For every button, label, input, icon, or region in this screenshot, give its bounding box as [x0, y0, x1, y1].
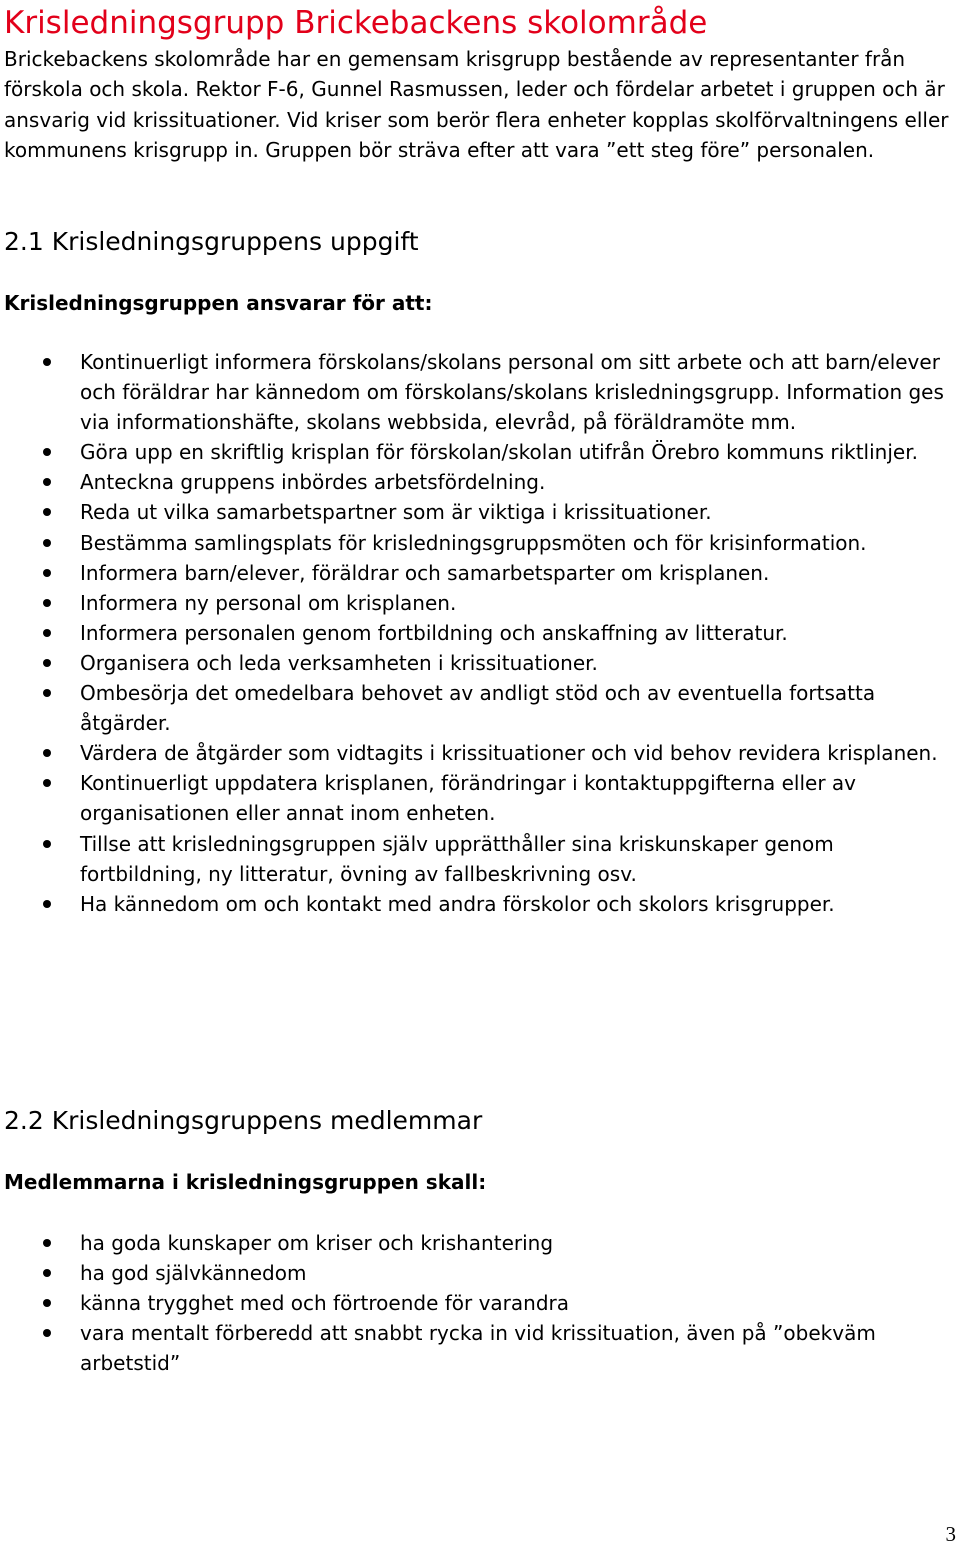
bullet-icon: [43, 1269, 51, 1277]
section-lead-medlemmar: Medlemmarna i krisledningsgruppen skall:: [4, 1170, 487, 1194]
list-item: Informera personalen genom fortbildning och anskaffning av litteratur.: [0, 618, 950, 648]
list-item: Ha kännedom om och kontakt med andra förskolor och skolors krisgrupper.: [0, 889, 950, 919]
bullet-icon: [43, 900, 51, 908]
bullet-icon: [43, 358, 51, 366]
page-number: 3: [945, 1522, 956, 1546]
bullet-icon: [43, 539, 51, 547]
section-heading-medlemmar: 2.2 Krisledningsgruppens medlemmar: [4, 1106, 483, 1135]
bullet-icon: [43, 659, 51, 667]
page-title: Krisledningsgrupp Brickebackens skolområde: [4, 5, 708, 41]
bullet-icon: [43, 599, 51, 607]
list-item: ha god självkännedom: [0, 1258, 950, 1288]
list-item: Ombesörja det omedelbara behovet av andligt stöd och av eventuella fortsatta åtgärder.: [0, 678, 950, 738]
bullet-icon: [43, 508, 51, 516]
list-item: Anteckna gruppens inbördes arbetsfördelning.: [0, 467, 950, 497]
task-list: [0, 347, 950, 919]
list-item: vara mentalt förberedd att snabbt rycka in vid krissituation, även på ”obekväm arbetstid”: [0, 1318, 950, 1378]
list-item: Organisera och leda verksamheten i krissituationer.: [0, 648, 950, 678]
bullet-icon: [43, 448, 51, 456]
bullet-icon: [43, 569, 51, 577]
bullet-icon: [43, 629, 51, 637]
bullet-icon: [43, 478, 51, 486]
bullet-icon: [43, 1299, 51, 1307]
member-list: [0, 1228, 950, 1378]
bullet-icon: [43, 840, 51, 848]
list-item: Informera barn/elever, föräldrar och samarbetsparter om krisplanen.: [0, 558, 950, 588]
intro-paragraph: Brickebackens skolområde har en gemensam krisgrupp bestående av representanter från förskola och skola. Rektor F-6, Gunnel Rasmussen, leder och fördelar arbetet i gruppen och är ansvarig vid krissituationer. Vid kriser som berör flera enheter kopplas skolförvaltningens eller kommunens krisgrupp in. Gruppen bör sträva efter att vara ”ett steg före” personalen.: [4, 47, 949, 163]
list-item: Bestämma samlingsplats för krisledningsgruppsmöten och för krisinformation.: [0, 528, 950, 558]
section-lead-uppgift: Krisledningsgruppen ansvarar för att:: [4, 291, 433, 315]
bullet-icon: [43, 689, 51, 697]
bullet-icon: [43, 1239, 51, 1247]
bullet-icon: [43, 1329, 51, 1337]
bullet-icon: [43, 749, 51, 757]
list-item: känna trygghet med och förtroende för varandra: [0, 1288, 950, 1318]
list-item: Informera ny personal om krisplanen.: [0, 588, 950, 618]
list-item: Göra upp en skriftlig krisplan för förskolan/skolan utifrån Örebro kommuns riktlinjer.: [0, 437, 950, 467]
list-item: Reda ut vilka samarbetspartner som är viktiga i krissituationer.: [0, 497, 950, 527]
list-item: ha goda kunskaper om kriser och krishantering: [0, 1228, 950, 1258]
bullet-icon: [43, 779, 51, 787]
list-item: Tillse att krisledningsgruppen själv upprätthåller sina kriskunskaper genom fortbildning, ny litteratur, övning av fallbeskrivning osv.: [0, 829, 950, 889]
list-item: Kontinuerligt informera förskolans/skolans personal om sitt arbete och att barn/elever och föräldrar har kännedom om förskolans/skolans krisledningsgrupp. Information ges via informationshäfte, skolans webbsida, elevråd, på föräldramöte mm.: [0, 347, 950, 437]
list-item: Värdera de åtgärder som vidtagits i krissituationer och vid behov revidera krisplanen.: [0, 738, 950, 768]
section-heading-uppgift: 2.1 Krisledningsgruppens uppgift: [4, 227, 419, 256]
list-item: Kontinuerligt uppdatera krisplanen, förändringar i kontaktuppgifterna eller av organisationen eller annat inom enheten.: [0, 768, 950, 828]
